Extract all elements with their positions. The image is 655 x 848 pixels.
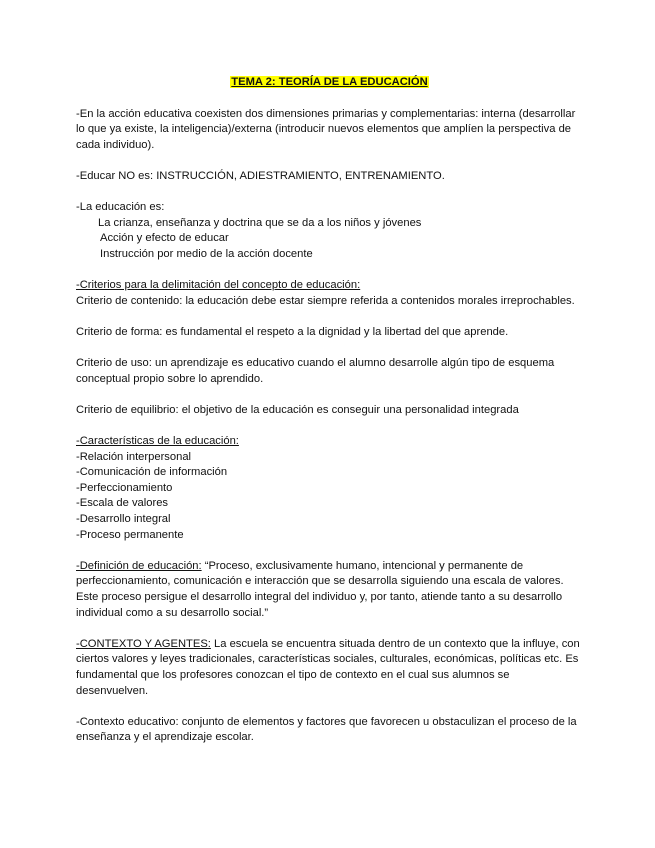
paragraph-not-education: -Educar NO es: INSTRUCCIÓN, ADIESTRAMIENTO, ENTRENAMIENTO. <box>76 169 445 182</box>
criterion-balance: Criterio de equilibrio: el objetivo de la educación es conseguir una personalidad integrada <box>76 403 519 416</box>
definition-text: “Proceso, exclusivamente humano, intencional y permanente de perfeccionamiento, comunicación e interacción que se desarrolla siguiendo una escala de valores. Este proceso persigue el desarrollo integral del individuo y, por tanto, atiende tanto a su desarrollo individual como a su desarrollo social.” <box>76 559 564 619</box>
education-list-item: Instrucción por medio de la acción docente <box>100 247 313 260</box>
title-container <box>76 75 583 91</box>
education-list-item: Acción y efecto de educar <box>100 232 229 245</box>
characteristic-item: -Relación interpersonal <box>76 450 192 463</box>
context-label: -CONTEXTO Y AGENTES: <box>76 637 211 650</box>
paragraph-dimensions: -En la acción educativa coexisten dos dimensiones primarias y complementarias: interna (desarrollar lo que ya existe, la inteligencia)/externa (introducir nuevos elementos que amplíen la perspectiva de cada individuo). <box>76 107 576 151</box>
characteristic-item: -Desarrollo integral <box>76 513 171 526</box>
characteristic-item: -Proceso permanente <box>76 528 184 541</box>
characteristics-heading: -Características de la educación: <box>76 435 239 448</box>
criteria-heading: -Criterios para la delimitación del concepto de educación: <box>76 279 361 292</box>
criterion-form: Criterio de forma: es fundamental el respeto a la dignidad y la libertad del que aprende. <box>76 325 509 338</box>
context-text: La escuela se encuentra situada dentro de un contexto que la influye, con ciertos valores y leyes tradicionales, características sociales, culturales, económicas, políticas etc. Es fundamental que los profesores conozcan el tipo de contexto en el cual sus alumnos se desenvuelven. <box>76 637 580 697</box>
education-list-heading: -La educación es: <box>76 201 165 214</box>
document-title: TEMA 2: TEORÍA DE LA EDUCACIÓN <box>231 76 428 88</box>
education-list-item: La crianza, enseñanza y doctrina que se da a los niños y jóvenes <box>98 216 422 229</box>
educational-context-paragraph: -Contexto educativo: conjunto de elementos y factores que favorecen u obstaculizan el proceso de la enseñanza y el aprendizaje escolar. <box>76 715 577 744</box>
characteristic-item: -Escala de valores <box>76 497 169 510</box>
characteristics-section <box>76 434 583 543</box>
definition-paragraph <box>76 559 583 621</box>
criteria-section <box>76 278 583 309</box>
education-definition-list <box>76 200 583 262</box>
criterion-content: Criterio de contenido: la educación debe estar siempre referida a contenidos morales irreprochables. <box>76 294 575 307</box>
criterion-use: Criterio de uso: un aprendizaje es educativo cuando el alumno desarrolle algún tipo de esquema conceptual propio sobre lo aprendido. <box>76 357 555 385</box>
definition-label: -Definición de educación: <box>76 559 202 572</box>
characteristic-item: -Comunicación de información <box>76 466 228 479</box>
context-paragraph <box>76 637 583 699</box>
characteristic-item: -Perfeccionamiento <box>76 481 173 494</box>
